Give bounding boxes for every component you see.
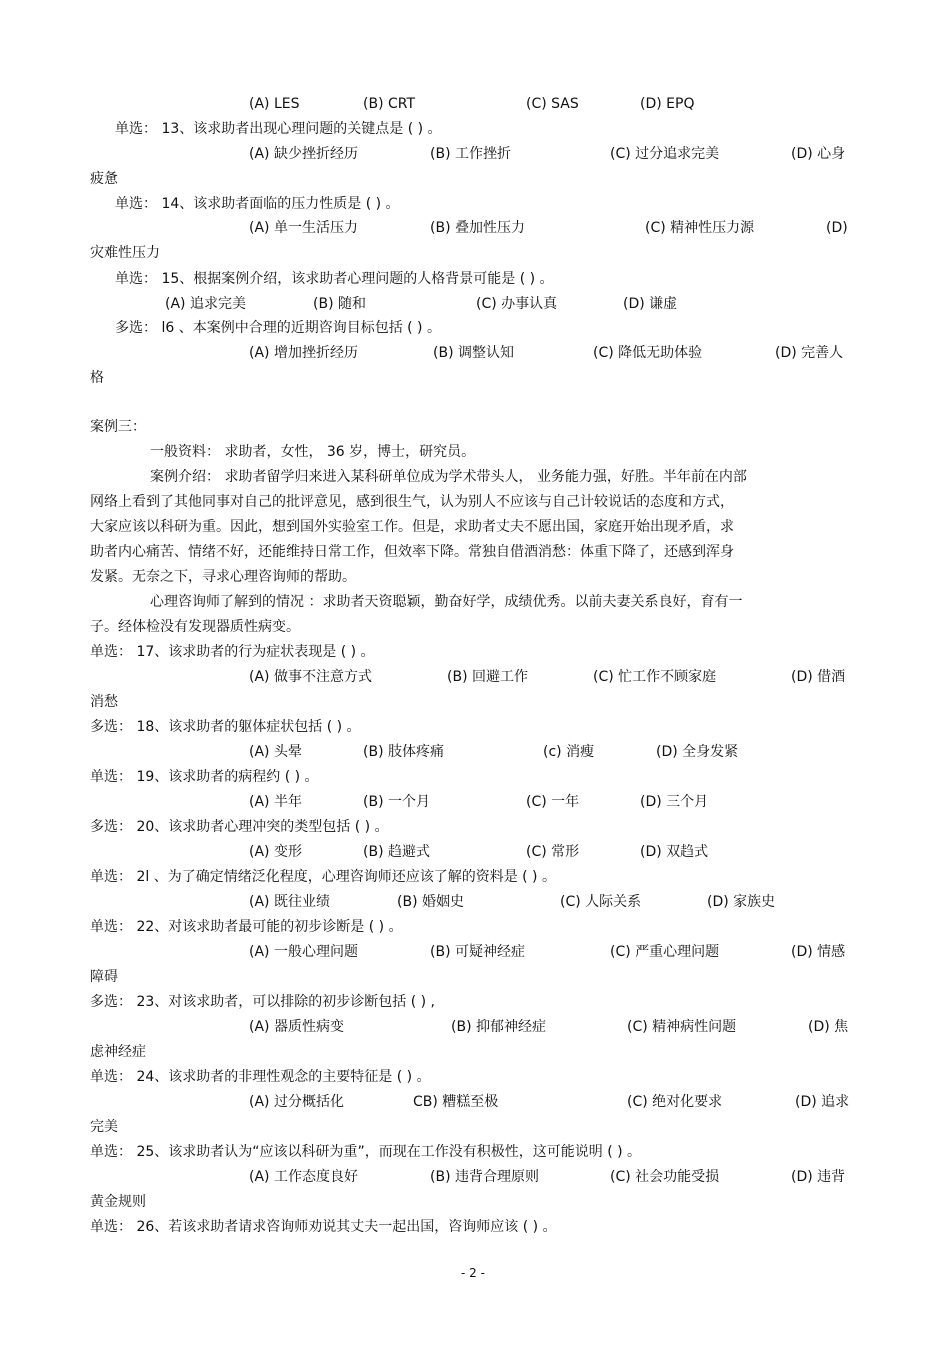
q18-option-c: (c) 消瘦 — [543, 744, 595, 760]
q21-option-b: (B) 婚姻史 — [397, 894, 464, 910]
q17-option-d-wrap: 消愁 — [90, 694, 118, 710]
question-20: 多选： 20、该求助者心理冲突的类型包括 ( ) 。 — [90, 819, 389, 835]
q15-option-c: (C) 办事认真 — [476, 296, 558, 312]
question-15: 单选： 15、根据案例介绍，该求助者心理问题的人格背景可能是 ( ) 。 — [115, 271, 554, 287]
q18-option-d: (D) 全身发紧 — [656, 744, 739, 760]
question-26: 单选： 26、若该求助者请求咨询师劝说其丈夫一起出国，咨询师应该 ( ) 。 — [90, 1219, 557, 1235]
q17-option-c: (C) 忙工作不顾家庭 — [593, 669, 717, 685]
q24-option-c: (C) 绝对化要求 — [627, 1094, 723, 1110]
q24-option-d-wrap: 完美 — [90, 1119, 118, 1135]
q12-option-d: (D) EPQ — [640, 96, 695, 112]
question-13: 单选： 13、该求助者出现心理问题的关键点是 ( ) 。 — [115, 121, 442, 137]
q22-option-a: (A) 一般心理问题 — [249, 944, 358, 960]
q22-option-d-wrap: 障碍 — [90, 969, 118, 985]
q20-option-d: (D) 双趋式 — [640, 844, 709, 860]
question-14: 单选： 14、该求助者面临的压力性质是 ( ) 。 — [115, 196, 400, 212]
q13-option-c: (C) 过分追求完美 — [610, 146, 720, 162]
q12-option-c: (C) SAS — [526, 96, 579, 112]
q24-option-a: (A) 过分概括化 — [249, 1094, 344, 1110]
q19-option-d: (D) 三个月 — [640, 794, 709, 810]
q23-option-d-wrap: 虑神经症 — [90, 1044, 146, 1060]
q13-option-b: (B) 工作挫折 — [430, 146, 511, 162]
q25-option-d-wrap: 黄金规则 — [90, 1194, 146, 1210]
q23-option-d: (D) 焦 — [808, 1019, 849, 1035]
question-16: 多选： l6 、本案例中合理的近期咨询目标包括 ( ) 。 — [115, 320, 441, 336]
q22-option-d: (D) 情感 — [791, 944, 846, 960]
q21-option-c: (C) 人际关系 — [560, 894, 642, 910]
q23-option-b: (B) 抑郁神经症 — [451, 1019, 546, 1035]
q12-option-b: (B) CRT — [363, 96, 416, 112]
q19-option-a: (A) 半年 — [249, 794, 302, 810]
q25-option-a: (A) 工作态度良好 — [249, 1169, 358, 1185]
q13-option-a: (A) 缺少挫折经历 — [249, 146, 358, 162]
q23-option-a: (A) 器质性病变 — [249, 1019, 344, 1035]
q25-option-b: (B) 违背合理原则 — [430, 1169, 539, 1185]
q15-option-b: (B) 随和 — [313, 296, 366, 312]
question-21: 单选： 2l 、为了确定情绪泛化程度，心理咨询师还应该了解的资料是 ( ) 。 — [90, 869, 556, 885]
question-18: 多选： 18、该求助者的躯体症状包括 ( ) 。 — [90, 719, 361, 735]
question-22: 单选： 22、对该求助者最可能的初步诊断是 ( ) 。 — [90, 919, 403, 935]
q21-option-d: (D) 家族史 — [707, 894, 776, 910]
q21-option-a: (A) 既往业绩 — [249, 894, 330, 910]
q14-option-d-wrap: 灾难性压力 — [90, 245, 160, 261]
question-25: 单选： 25、该求助者认为“应该以科研为重”，而现在工作没有积极性，这可能说明 ( ) 。 — [90, 1144, 642, 1160]
question-23: 多选： 23、对该求助者，可以排除的初步诊断包括 ( ) , — [90, 994, 435, 1010]
q12-option-a: (A) LES — [249, 96, 300, 112]
q23-option-c: (C) 精神病性问题 — [627, 1019, 737, 1035]
q15-option-a: (A) 追求完美 — [165, 296, 246, 312]
q16-option-d: (D) 完善人 — [775, 345, 844, 361]
q20-option-a: (A) 变形 — [249, 844, 302, 860]
q19-option-b: (B) 一个月 — [363, 794, 430, 810]
q20-option-b: (B) 趋避式 — [363, 844, 430, 860]
case-general-info: 一般资料： 求助者，女性， 36 岁，博士，研究员。 — [150, 444, 476, 460]
q16-option-c: (C) 降低无助体验 — [593, 345, 703, 361]
case-intro-line-4: 助者内心痛苦、情绪不好，还能维持日常工作，但效率下降。常独自借酒消愁：体重下降了，还感到浑身 — [90, 544, 734, 560]
q18-option-a: (A) 头晕 — [249, 744, 302, 760]
q14-option-a: (A) 单一生活压力 — [249, 220, 358, 236]
q16-option-a: (A) 增加挫折经历 — [249, 345, 358, 361]
q24-option-b: CB) 糟糕至极 — [413, 1094, 499, 1110]
case-intro-line-1: 案例介绍： 求助者留学归来进入某科研单位成为学术带头人， 业务能力强，好胜。半年前在内部 — [150, 469, 747, 485]
q18-option-b: (B) 肢体疼痛 — [363, 744, 444, 760]
case-intro-line-2: 网络上看到了其他同事对自己的批评意见，感到很生气，认为别人不应该与自己计较说话的态度和方式， — [90, 494, 734, 510]
q14-option-d: (D) — [826, 220, 848, 236]
case-intro-line-5: 发紧。无奈之下，寻求心理咨询师的帮助。 — [90, 569, 356, 585]
q19-option-c: (C) 一年 — [526, 794, 580, 810]
q25-option-d: (D) 违背 — [791, 1169, 846, 1185]
counselor-findings-line-2: 子。经体检没有发现器质性病变。 — [90, 619, 300, 635]
q13-option-d: (D) 心身 — [791, 146, 846, 162]
q14-option-c: (C) 精神性压力源 — [645, 220, 755, 236]
q16-option-d-wrap: 格 — [90, 370, 104, 386]
q15-option-d: (D) 谦虚 — [623, 296, 678, 312]
page-number: - 2 - — [461, 1266, 485, 1280]
q25-option-c: (C) 社会功能受损 — [610, 1169, 720, 1185]
q17-option-a: (A) 做事不注意方式 — [249, 669, 372, 685]
case-intro-line-3: 大家应该以科研为重。因此，想到国外实验室工作。但是，求助者丈夫不愿出国，家庭开始出现矛盾，求 — [90, 519, 734, 535]
q14-option-b: (B) 叠加性压力 — [430, 220, 525, 236]
q22-option-b: (B) 可疑神经症 — [430, 944, 525, 960]
question-19: 单选： 19、该求助者的病程约 ( ) 。 — [90, 769, 319, 785]
question-17: 单选： 17、该求助者的行为症状表现是 ( ) 。 — [90, 644, 375, 660]
q20-option-c: (C) 常形 — [526, 844, 580, 860]
counselor-findings-line-1: 心理咨询师了解到的情况 ：求助者天资聪颖，勤奋好学，成绩优秀。以前夫妻关系良好，育有一 — [150, 594, 743, 610]
q17-option-b: (B) 回避工作 — [447, 669, 528, 685]
case-three-heading: 案例三： — [90, 419, 146, 435]
q13-option-d-wrap: 疲惫 — [90, 171, 118, 187]
question-24: 单选： 24、该求助者的非理性观念的主要特征是 ( ) 。 — [90, 1069, 431, 1085]
q22-option-c: (C) 严重心理问题 — [610, 944, 720, 960]
q17-option-d: (D) 借酒 — [791, 669, 846, 685]
q16-option-b: (B) 调整认知 — [433, 345, 514, 361]
q24-option-d: (D) 追求 — [795, 1094, 850, 1110]
